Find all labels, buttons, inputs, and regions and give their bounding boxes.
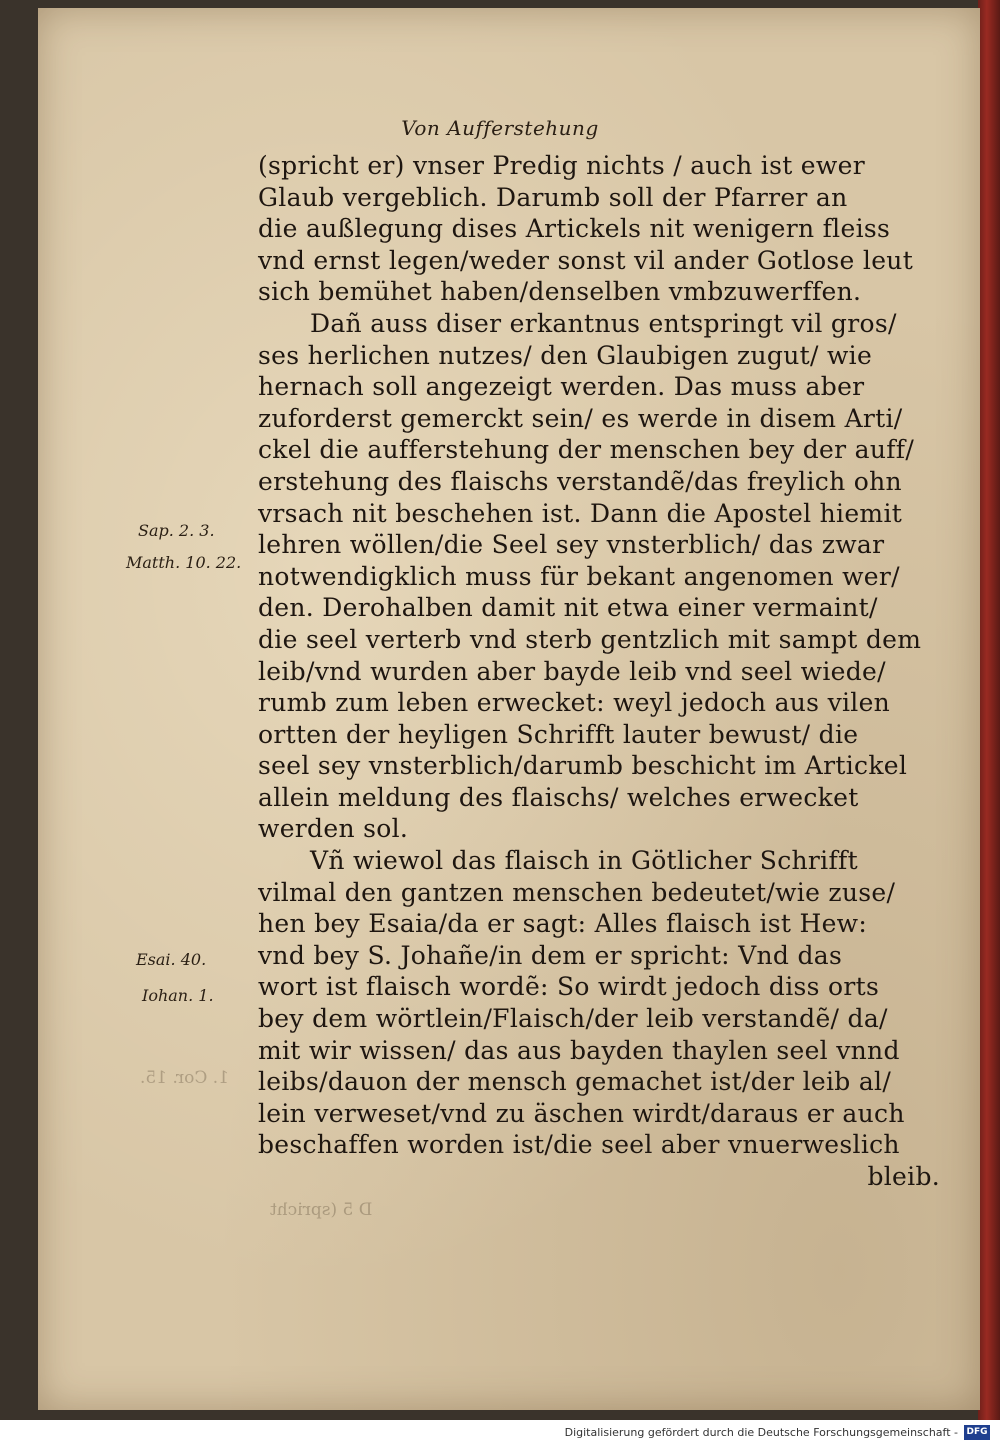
text-line: hernach soll angezeigt werden. Das muss aber (258, 372, 865, 402)
dfg-logo: DFG (964, 1425, 990, 1440)
text-line: die außlegung dises Artickels nit wenigern fleiss (258, 214, 891, 244)
running-head: Von Aufferstehung (401, 116, 599, 140)
text-line: leib/vnd wurden aber bayde leib vnd seel wiede/ (258, 656, 886, 686)
margin-note-esai: Esai. 40. (136, 950, 207, 969)
body-text (258, 150, 948, 1193)
text-line: Vñ wiewol das flaisch in Götlicher Schrifft (310, 846, 858, 876)
text-line: erstehung des flaischs verstandẽ/das freylich ohn (258, 466, 902, 496)
text-line: seel sey vnsterblich/darumb beschicht im Artickel (258, 751, 908, 781)
text-line: hen bey Esaia/da er sagt: Alles flaisch ist Hew: (258, 909, 868, 939)
bleed-through-catchword: D 5 (spricht (270, 1200, 373, 1220)
text-line: vnd bey S. Johañe/in dem er spricht: Vnd das (258, 940, 843, 970)
text-line: leibs/dauon der mensch gemachet ist/der leib al/ (258, 1067, 892, 1097)
text-line: allein meldung des flaischs/ welches erwecket (258, 782, 859, 812)
margin-note-iohan: Iohan. 1. (142, 986, 214, 1005)
text-line: sich bemühet haben/denselben vmbzuwerffen. (258, 277, 862, 307)
text-line: Dañ auss diser erkantnus entspringt vil gros/ (310, 308, 897, 338)
margin-note-matth: Matth. 10. 22. (126, 553, 242, 572)
text-line: ses herlichen nutzes/ den Glaubigen zugut/ wie (258, 340, 873, 370)
text-line: zuforderst gemerckt sein/ es werde in disem Arti/ (258, 403, 903, 433)
text-line: bleib. (867, 1162, 940, 1191)
text-line: wort ist flaisch wordẽ: So wirdt jedoch diss orts (258, 972, 880, 1002)
text-line: rumb zum leben erwecket: weyl jedoch aus vilen (258, 688, 891, 718)
text-line: (spricht er) vnser Predig nichts / auch ist ewer (258, 151, 865, 180)
text-line: die seel verterb vnd sterb gentzlich mit sampt dem (258, 624, 922, 654)
text-line: vilmal den gantzen menschen bedeutet/wie zuse/ (258, 877, 896, 907)
text-line: beschaffen worden ist/die seel aber vnuerweslich (258, 1130, 900, 1160)
text-line: Glaub vergeblich. Darumb soll der Pfarrer an (258, 182, 848, 212)
text-line: den. Derohalben damit nit etwa einer vermaint/ (258, 593, 878, 623)
footer-bar (0, 1420, 1000, 1446)
text-line: vrsach nit beschehen ist. Dann die Apostel hiemit (258, 498, 903, 528)
text-line: lein verweset/vnd zu äschen wirdt/daraus er auch (258, 1098, 905, 1128)
text-line: notwendigklich muss für bekant angenomen wer/ (258, 561, 900, 591)
book-spine-edge (978, 0, 1000, 1420)
margin-note-sap: Sap. 2. 3. (138, 521, 215, 540)
text-line: bey dem wörtlein/Flaisch/der leib verstandẽ/ da/ (258, 1004, 888, 1034)
funding-credit: Digitalisierung gefördert durch die Deutsche Forschungsgemeinschaft - (564, 1426, 958, 1439)
text-line: ortten der heyligen Schrifft lauter bewust/ die (258, 719, 859, 749)
text-line: ckel die aufferstehung der menschen bey der auff/ (258, 435, 915, 465)
text-line: vnd ernst legen/weder sonst vil ander Gotlose leut (258, 245, 914, 275)
text-line: lehren wöllen/die Seel sey vnsterblich/ das zwar (258, 530, 885, 560)
text-line: werden sol. (258, 814, 409, 844)
bleed-through-margin: 1. Cor. 15. (140, 1068, 229, 1088)
text-line: mit wir wissen/ das aus bayden thaylen seel vnnd (258, 1035, 900, 1065)
